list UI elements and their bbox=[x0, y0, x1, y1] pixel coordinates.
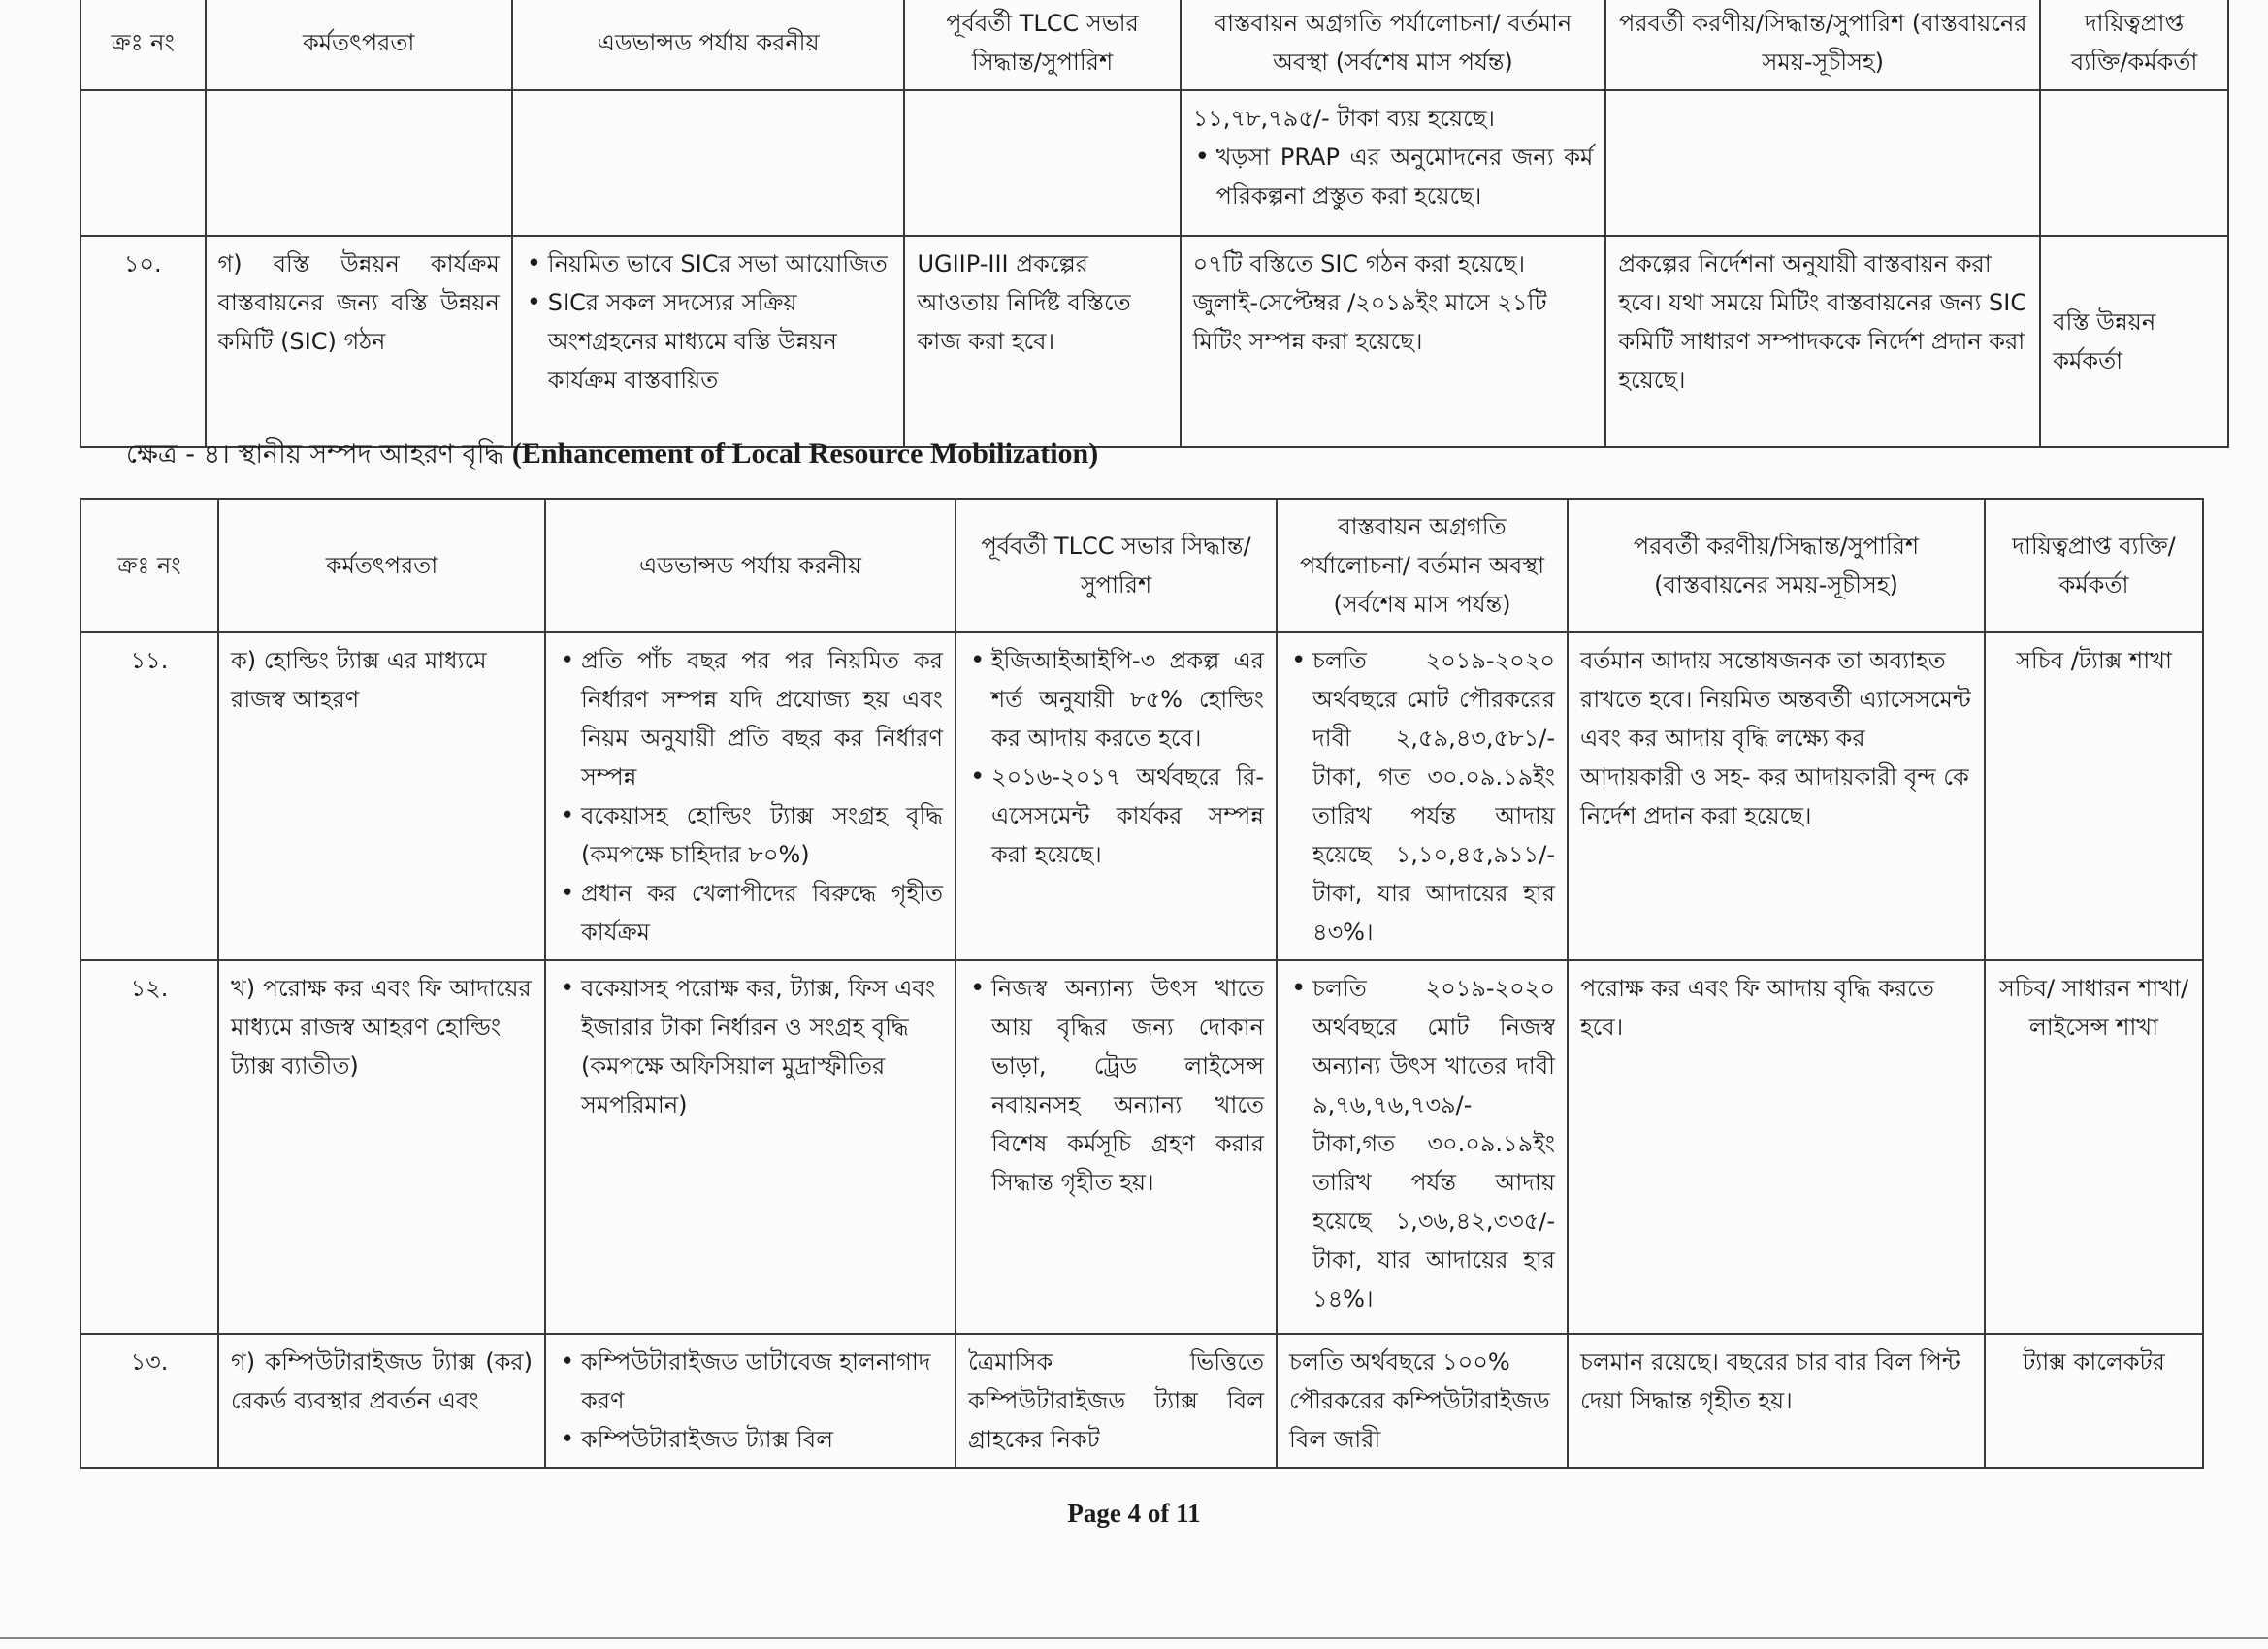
row-12-sl: ১২. bbox=[81, 960, 218, 1334]
table-row-10 bbox=[81, 236, 2228, 447]
header-sl: ক্রঃ নং bbox=[81, 499, 218, 632]
row-11-progress bbox=[1277, 632, 1568, 960]
section-heading-en: (Enhancement of Local Resource Mobilization) bbox=[511, 437, 1099, 469]
row-12-activity: খ) পরোক্ষ কর এবং ফি আদায়ের মাধ্যমে রাজস্ব আহরণ হোল্ডিং ট্যাক্স ব্যাতীত) bbox=[218, 960, 545, 1334]
row-10-advanced bbox=[512, 236, 905, 447]
row-13-sl: ১৩. bbox=[81, 1334, 218, 1468]
row-12-responsible: সচিব/ সাধারন শাখা/লাইসেন্স শাখা bbox=[1985, 960, 2203, 1334]
progress-bullet: • খড়সা PRAP এর অনুমোদনের জন্য কর্ম পরিকল্পনা প্রস্তুত করা হয়েছে। bbox=[1216, 138, 1594, 215]
header-responsible: দায়িত্বপ্রাপ্ত ব্যক্তি/কর্মকর্তা bbox=[2040, 0, 2228, 90]
header-responsible: দায়িত্বপ্রাপ্ত ব্যক্তি/কর্মকর্তা bbox=[1985, 499, 2203, 632]
header-advanced: এডভান্সড পর্যায় করনীয় bbox=[512, 0, 905, 90]
cell-next-steps bbox=[1605, 90, 2040, 236]
page-number: Page 4 of 11 bbox=[1067, 1499, 1201, 1528]
top-table-header-row bbox=[81, 0, 2228, 90]
row-12-progress bbox=[1277, 960, 1568, 1334]
row-13-tlcc: ত্রৈমাসিক ভিত্তিতে কম্পিউটারাইজড ট্যাক্স বিল গ্রাহকের নিকট bbox=[956, 1334, 1277, 1468]
header-progress: বাস্তবায়ন অগ্রগতি পর্যালোচনা/ বর্তমান অবস্থা (সর্বশেষ মাস পর্যন্ত) bbox=[1277, 499, 1568, 632]
row-10-tlcc: UGIIP-III প্রকল্পের আওতায় নির্দিষ্ট বস্তিতে কাজ করা হবে। bbox=[904, 236, 1180, 447]
row-12-progress-item: • চলতি ২০১৯-২০২০ অর্থবছরে মোট নিজস্ব অন্যান্য উৎস খাতের দাবী ৯,৭৬,৭৬,৭৩৯/- টাকা,গত ৩০.০৯.১৯ইং তারিখ পর্যন্ত আদায় হয়েছে ১,৩৬,৪২,৩৩৫/- টাকা, যার আদায়ের হার ১৪%। bbox=[1312, 969, 1555, 1318]
row-11-sl: ১১. bbox=[81, 632, 218, 960]
row-11-advanced-item: • প্রধান কর খেলাপীদের বিরুদ্ধে গৃহীত কার্যক্রম bbox=[581, 874, 943, 952]
row-12-tlcc-item: • নিজস্ব অন্যান্য উৎস খাতে আয় বৃদ্ধির জন্য দোকান ভাড়া, ট্রেড লাইসেন্স নবায়নসহ অন্যান্য খাতে বিশেষ কর্মসূচি গ্রহণ করার সিদ্ধান্ত গৃহীত হয়। bbox=[991, 969, 1264, 1202]
cell-activity bbox=[206, 90, 512, 236]
row-13-advanced bbox=[545, 1334, 956, 1468]
cell-responsible bbox=[2040, 90, 2228, 236]
row-11-tlcc-item: • ২০১৬-২০১৭ অর্থবছরে রি-এসেসমেন্ট কার্যকর সম্পন্ন করা হয়েছে। bbox=[991, 758, 1264, 874]
table-row-13 bbox=[81, 1334, 2203, 1468]
bottom-table-header-row bbox=[81, 499, 2203, 632]
row-12-next-steps: পরোক্ষ কর এবং ফি আদায় বৃদ্ধি করতে হবে। bbox=[1568, 960, 1985, 1334]
table-row-continued bbox=[81, 90, 2228, 236]
row-11-tlcc bbox=[956, 632, 1277, 960]
cell-progress bbox=[1181, 90, 1606, 236]
row-11-progress-item: • চলতি ২০১৯-২০২০ অর্থবছরে মোট পৌরকরের দাবী ২,৫৯,৪৩,৫৮১/- টাকা, গত ৩০.০৯.১৯ইং তারিখ পর্যন্ত আদায় হয়েছে ১,১০,৪৫,৯১১/- টাকা, যার আদায়ের হার ৪৩%। bbox=[1312, 641, 1555, 952]
row-13-activity: গ) কম্পিউটারাইজড ট্যাক্স (কর) রেকর্ড ব্যবস্থার প্রবর্তন এবং bbox=[218, 1334, 545, 1468]
row-11-next-steps: বর্তমান আদায় সন্তোষজনক তা অব্যাহত রাখতে হবে। নিয়মিত অন্তবর্তী এ্যাসেসমেন্ট এবং কর আদায় বৃদ্ধি লক্ষ্যে কর আদায়কারী ও সহ- কর আদায়কারী বৃন্দ কে নির্দেশ প্রদান করা হয়েছে। bbox=[1568, 632, 1985, 960]
header-tlcc: পূর্ববর্তী TLCC সভার সিদ্ধান্ত/সুপারিশ bbox=[904, 0, 1180, 90]
row-13-advanced-item: • কম্পিউটারাইজড ট্যাক্স বিল bbox=[581, 1420, 943, 1459]
table-row-12 bbox=[81, 960, 2203, 1334]
top-table bbox=[80, 0, 2229, 448]
row-11-advanced bbox=[545, 632, 956, 960]
progress-line: ১১,৭৮,৭৯৫/- টাকা ব্যয় হয়েছে। bbox=[1192, 105, 1495, 132]
row-10-advanced-item: • SICর সকল সদস্যের সক্রিয় অংশগ্রহনের মাধ্যমে বস্তি উন্নয়ন কার্যক্রম বাস্তবায়িত bbox=[548, 283, 892, 400]
row-12-advanced-item: • বকেয়াসহ পরোক্ষ কর, ট্যাক্স, ফিস এবং ইজারার টাকা নির্ধারন ও সংগ্রহ বৃদ্ধি (কমপক্ষে অফিসিয়াল মুদ্রাস্ফীতির সমপরিমান) bbox=[581, 969, 943, 1124]
row-11-advanced-item: • প্রতি পাঁচ বছর পর পর নিয়মিত কর নির্ধারণ সম্পন্ন যদি প্রযোজ্য হয় এবং নিয়ম অনুযায়ী প্রতি বছর কর নির্ধারণ সম্পন্ন bbox=[581, 641, 943, 796]
row-11-tlcc-item: • ইজিআইআইপি-৩ প্রকল্প এর শর্ত অনুযায়ী ৮৫% হোল্ডিং কর আদায় করতে হবে। bbox=[991, 641, 1264, 758]
cell-advanced bbox=[512, 90, 905, 236]
row-10-sl: ১০. bbox=[81, 236, 206, 447]
row-10-advanced-item: • নিয়মিত ভাবে SICর সভা আয়োজিত bbox=[548, 244, 892, 283]
header-activity: কর্মতৎপরতা bbox=[206, 0, 512, 90]
header-activity: কর্মতৎপরতা bbox=[218, 499, 545, 632]
header-sl: ক্রঃ নং bbox=[81, 0, 206, 90]
header-tlcc: পূর্ববর্তী TLCC সভার সিদ্ধান্ত/সুপারিশ bbox=[956, 499, 1277, 632]
table-row-11 bbox=[81, 632, 2203, 960]
header-next-steps: পরবর্তী করণীয়/সিদ্ধান্ত/সুপারিশ (বাস্তবায়নের সময়-সূচীসহ) bbox=[1605, 0, 2040, 90]
row-13-responsible: ট্যাক্স কালেকটর bbox=[1985, 1334, 2203, 1468]
section-heading bbox=[126, 435, 1098, 474]
cell-sl bbox=[81, 90, 206, 236]
row-11-advanced-item: • বকেয়াসহ হোল্ডিং ট্যাক্স সংগ্রহ বৃদ্ধি (কমপক্ষে চাহিদার ৮০%) bbox=[581, 796, 943, 874]
page-edge bbox=[0, 1637, 2268, 1639]
row-10-activity: গ) বস্তি উন্নয়ন কার্যক্রম বাস্তবায়নের জন্য বস্তি উন্নয়ন কমিটি (SIC) গঠন bbox=[206, 236, 512, 447]
header-progress: বাস্তবায়ন অগ্রগতি পর্যালোচনা/ বর্তমান অবস্থা (সর্বশেষ মাস পর্যন্ত) bbox=[1181, 0, 1606, 90]
header-next-steps: পরবর্তী করণীয়/সিদ্ধান্ত/সুপারিশ (বাস্তবায়নের সময়-সূচীসহ) bbox=[1568, 499, 1985, 632]
row-12-tlcc bbox=[956, 960, 1277, 1334]
row-10-responsible: বস্তি উন্নয়ন কর্মকর্তা bbox=[2040, 236, 2228, 447]
row-10-next-steps: প্রকল্পের নির্দেশনা অনুযায়ী বাস্তবায়ন করা হবে। যথা সময়ে মিটিং বাস্তবায়নের জন্য SIC কমিটি সাধারণ সম্পাদককে নির্দেশ প্রদান করা হয়েছে। bbox=[1605, 236, 2040, 447]
row-10-progress: ০৭টি বস্তিতে SIC গঠন করা হয়েছে। জুলাই-সেপ্টেম্বর /২০১৯ইং মাসে ২১টি মিটিং সম্পন্ন করা হয়েছে। bbox=[1181, 236, 1606, 447]
bottom-table bbox=[80, 498, 2204, 1469]
cell-tlcc bbox=[904, 90, 1180, 236]
row-11-responsible: সচিব /ট্যাক্স শাখা bbox=[1985, 632, 2203, 960]
header-advanced: এডভান্সড পর্যায় করনীয় bbox=[545, 499, 956, 632]
row-13-advanced-item: • কম্পিউটারাইজড ডাটাবেজ হালনাগাদ করণ bbox=[581, 1342, 943, 1420]
section-heading-bn: ক্ষেত্র - ৪। স্থানীয় সম্পদ আহরণ বৃদ্ধি bbox=[126, 439, 504, 469]
row-11-activity: ক) হোল্ডিং ট্যাক্স এর মাধ্যমে রাজস্ব আহরণ bbox=[218, 632, 545, 960]
row-13-next-steps: চলমান রয়েছে। বছরের চার বার বিল পিন্ট দেয়া সিদ্ধান্ত গৃহীত হয়। bbox=[1568, 1334, 1985, 1468]
row-12-advanced bbox=[545, 960, 956, 1334]
row-13-progress: চলতি অর্থবছরে ১০০% পৌরকরের কম্পিউটারাইজড বিল জারী bbox=[1277, 1334, 1568, 1468]
